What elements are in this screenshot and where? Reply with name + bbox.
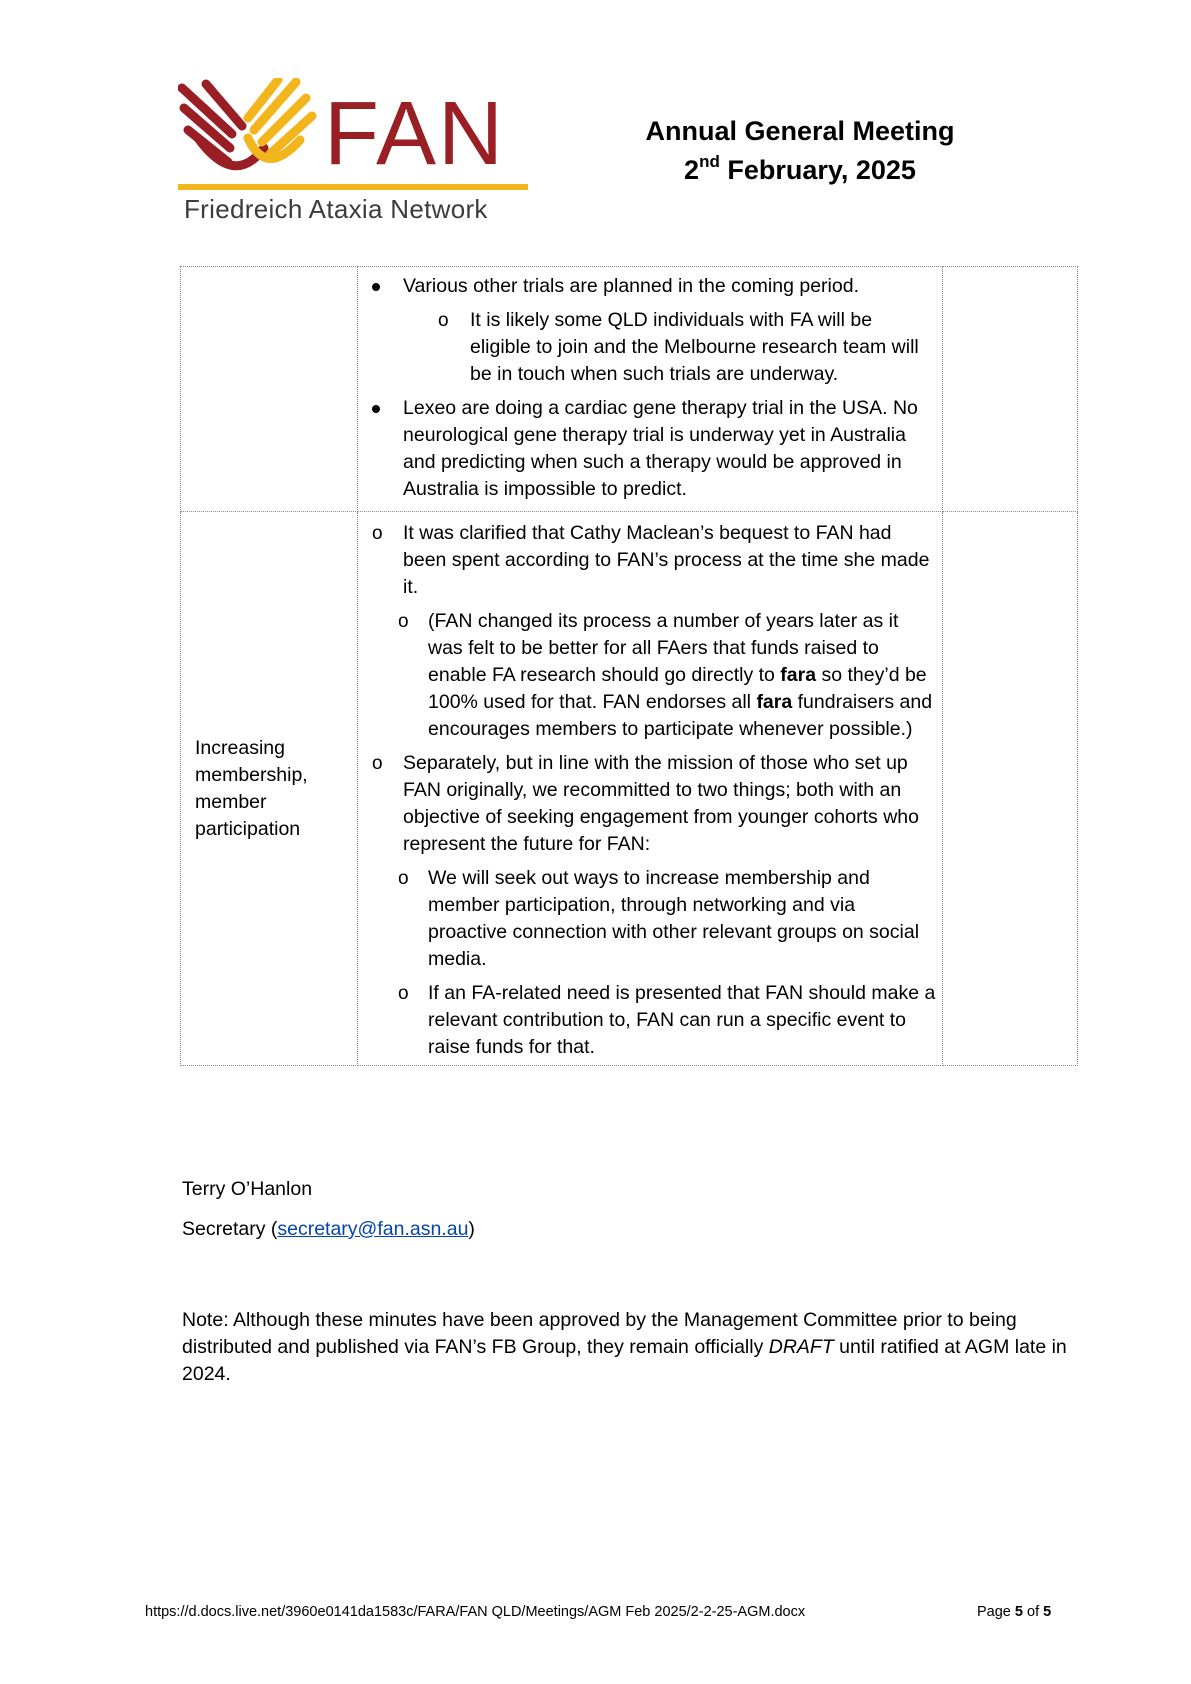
list-item-text: It is likely some QLD individuals with FA will be eligible to join and the Melbourne research team will be in touch when such trials are underway.: [470, 309, 919, 385]
minutes-table: [180, 266, 1078, 1066]
list-item-text: We will seek out ways to increase membership and member participation, through networking and via proactive connection with other relevant groups on social media.: [428, 867, 920, 970]
list-item: [358, 865, 936, 973]
logo: [178, 78, 538, 238]
action-cell: [943, 512, 1078, 1066]
bullet-icon: [372, 283, 380, 291]
action-cell: [943, 267, 1078, 512]
text-run: fundraisers and encourages members to participate whenever possible.): [428, 691, 933, 740]
list-item-text: Separately, but in line with the mission of those who set up FAN originally, we recommitted to two things; both with an objective of seeking engagement from younger cohorts who represent the future for FAN:: [403, 752, 919, 855]
page-current: 5: [1014, 1604, 1023, 1620]
role-label: Secretary (: [182, 1218, 278, 1240]
signoff-role: [182, 1218, 475, 1241]
fara-name: fara: [780, 664, 817, 686]
bullet-icon: [372, 405, 380, 413]
note-emphasis: DRAFT: [768, 1336, 834, 1358]
hands-logo-icon: [178, 78, 538, 198]
list-item: [358, 273, 932, 300]
page-label: Page: [977, 1604, 1015, 1620]
circle-bullet-icon: o: [372, 753, 383, 774]
table-row: [181, 267, 1078, 512]
page-title: [610, 112, 990, 190]
circle-bullet-icon: o: [398, 868, 409, 889]
circle-bullet-icon: o: [398, 983, 409, 1004]
list-item-text: Lexeo are doing a cardiac gene therapy trial in the USA. No neurological gene therapy trial is underway yet in Australia and predicting when such a therapy would be approved in Australia is impossible to predict.: [403, 397, 918, 500]
date-rest: February, 2025: [719, 155, 916, 185]
list-item: [358, 307, 932, 388]
footer-file-path: https://d.docs.live.net/3960e0141da1583c/FARA/FAN QLD/Meetings/AGM Feb 2025/2-2-25-AGM.docx: [145, 1604, 806, 1620]
logo-underline: [178, 184, 528, 190]
note-text: until ratified at AGM late in 2024.: [182, 1336, 1067, 1385]
list-item-text: [428, 610, 932, 740]
logo-org-name: Friedreich Ataxia Network: [184, 194, 488, 224]
discussion-cell: [358, 267, 943, 512]
page-total: 5: [1043, 1604, 1052, 1620]
text-run: so they’d be 100% used for that. FAN endorses all: [428, 664, 927, 713]
circle-bullet-icon: o: [398, 611, 409, 632]
discussion-cell: [358, 512, 943, 1066]
date-day: 2: [684, 155, 700, 185]
list-item-text: Various other trials are planned in the coming period.: [403, 275, 859, 297]
meeting-date: [610, 151, 990, 190]
list-item: [358, 980, 936, 1061]
fara-name: fara: [756, 691, 793, 713]
topic-cell: [181, 267, 358, 512]
role-suffix: ): [468, 1218, 475, 1240]
page-of: of: [1022, 1604, 1044, 1620]
note-text: Note: Although these minutes have been approved by the Management Committee prior to being distributed and published via FAN’s FB Group, they remain officially: [182, 1309, 1017, 1358]
list-item: [358, 395, 932, 503]
list-item: [358, 520, 936, 601]
logo-wordmark: FAN: [324, 84, 506, 184]
circle-bullet-icon: o: [372, 523, 383, 544]
table-row: [181, 512, 1078, 1066]
list-item-text: If an FA-related need is presented that FAN should make a relevant contribution to, FAN can run a specific event to raise funds for that.: [428, 982, 936, 1058]
signoff-name: Terry O’Hanlon: [182, 1178, 313, 1200]
email-link[interactable]: secretary@fan.asn.au: [277, 1218, 469, 1240]
list-item-text: It was clarified that Cathy Maclean’s bequest to FAN had been spent according to FAN’s process at the time she made it.: [403, 522, 930, 598]
date-suffix: nd: [699, 152, 720, 171]
text-run: (FAN changed its process a number of years later as it was felt to be better for all FAers that funds raised to enable FA research should go directly to: [428, 610, 899, 686]
title-line: Annual General Meeting: [645, 116, 955, 146]
topic-cell: Increasing membership, member participation: [181, 512, 358, 1066]
page-number: [977, 1604, 1051, 1620]
draft-note: [182, 1307, 1082, 1388]
list-item: [358, 608, 936, 743]
circle-bullet-icon: o: [438, 310, 449, 331]
list-item: [358, 750, 936, 858]
